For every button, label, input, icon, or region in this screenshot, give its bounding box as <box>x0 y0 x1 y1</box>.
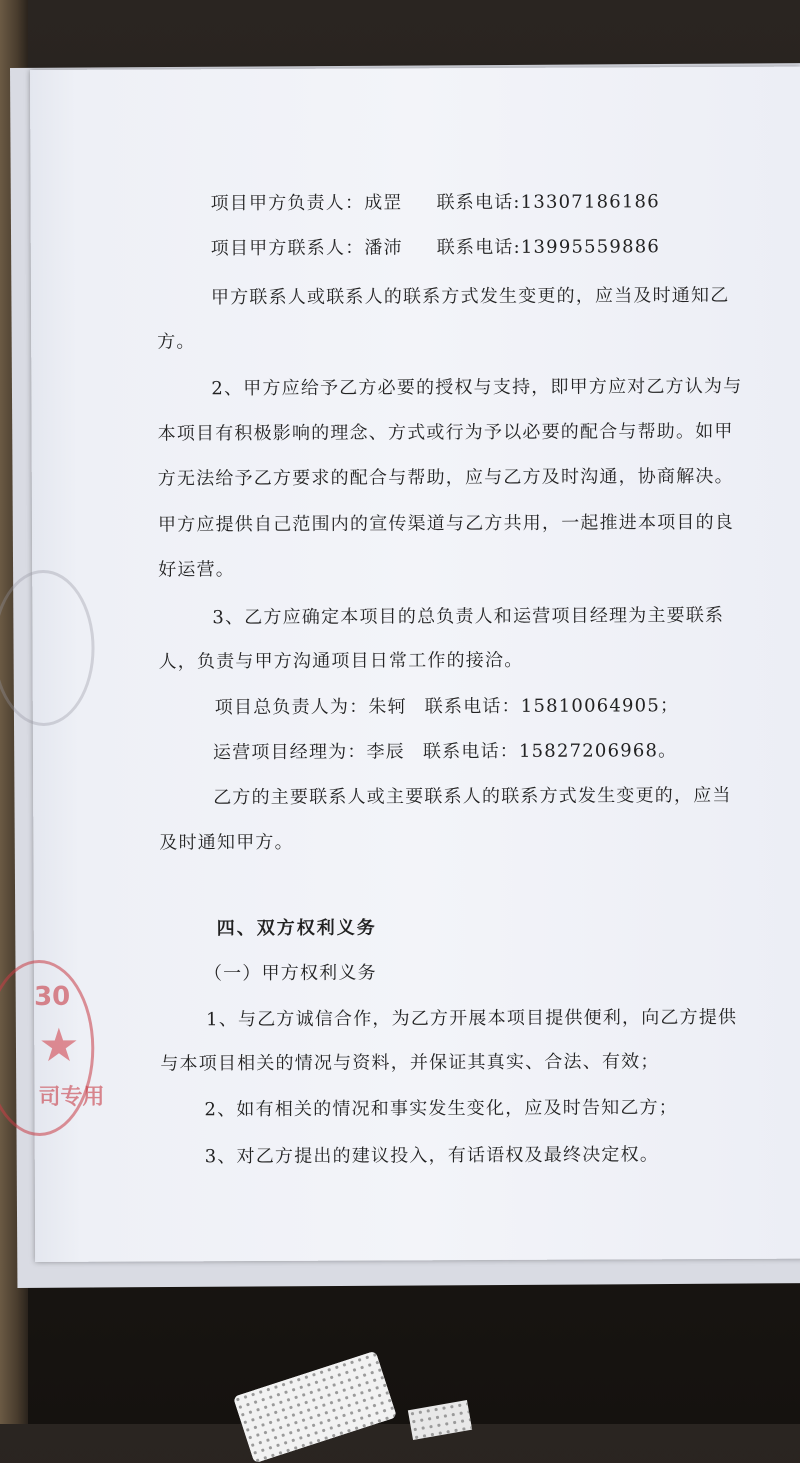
fabric-edge <box>408 1400 472 1440</box>
seal-star-icon: ★ <box>38 1017 80 1072</box>
clause-3-line: 3、乙方应确定本项目的总负责人和运营项目经理为主要联系 <box>212 604 725 629</box>
contact-line-party-a-liaison <box>211 232 660 260</box>
obligation-line: 3、对乙方提出的建议投入，有话语权及最终决定权。 <box>204 1144 660 1168</box>
clause-2-line: 方无法给予乙方要求的配合与帮助，应与乙方及时沟通，协商解决。 <box>157 465 734 490</box>
contact-line-party-b-lead <box>215 691 679 719</box>
obligation-line: 与本项目相关的情况与资料，并保证其真实、合法、有效； <box>160 1051 660 1075</box>
contact-line-party-b-manager <box>213 736 677 764</box>
seal-label-text: 司专用 <box>38 1084 105 1110</box>
paragraph-line: 甲方联系人或联系人的联系方式发生变更的，应当及时通知乙 <box>210 284 730 309</box>
obligation-line: 1、与乙方诚信合作，为乙方开展本项目提供便利，向乙方提供 <box>206 1006 738 1031</box>
seal-number-text: 30 <box>33 981 71 1012</box>
paragraph-line: 方。 <box>157 331 196 353</box>
contact-phone: 联系电话：15827206968。 <box>422 740 678 763</box>
contact-role-name: 运营项目经理为：李辰 <box>212 741 406 764</box>
contact-line-party-a-manager <box>211 187 660 215</box>
contact-phone: 联系电话:13307186186 <box>436 191 660 214</box>
contact-role-name: 项目总负责人为：朱轲 <box>214 696 407 719</box>
contact-role-name: 项目甲方联系人：潘沛 <box>210 237 403 260</box>
obligation-line: 2、如有相关的情况和事实发生变化，应及时告知乙方； <box>204 1097 679 1121</box>
clause-2-line: 2、甲方应给予乙方必要的授权与支持，即甲方应对乙方认为与 <box>211 375 743 400</box>
paragraph-line: 及时通知甲方。 <box>159 831 294 854</box>
clause-2-line: 甲方应提供自己范围内的宣传渠道与乙方共用，一起推进本项目的良 <box>157 511 735 536</box>
section-heading: 四、双方权利义务 <box>216 917 377 940</box>
clause-2-line: 本项目有积极影响的理念、方式或行为予以必要的配合与帮助。如甲 <box>157 420 734 445</box>
faint-stamp-impression <box>0 570 95 726</box>
contact-role-name: 项目甲方负责人：成罡 <box>210 192 403 215</box>
clause-2-line: 好运营。 <box>158 559 236 581</box>
paragraph-line: 乙方的主要联系人或主要联系人的联系方式发生变更的，应当 <box>213 784 732 809</box>
clause-3-line: 人，负责与甲方沟通项目日常工作的接洽。 <box>158 649 524 673</box>
fabric-edge <box>233 1351 397 1463</box>
contact-phone: 联系电话:13995559886 <box>436 236 661 259</box>
document-page <box>30 67 800 1262</box>
subsection-heading: （一）甲方权利义务 <box>203 962 377 985</box>
contact-phone: 联系电话：15810064905； <box>424 695 680 718</box>
